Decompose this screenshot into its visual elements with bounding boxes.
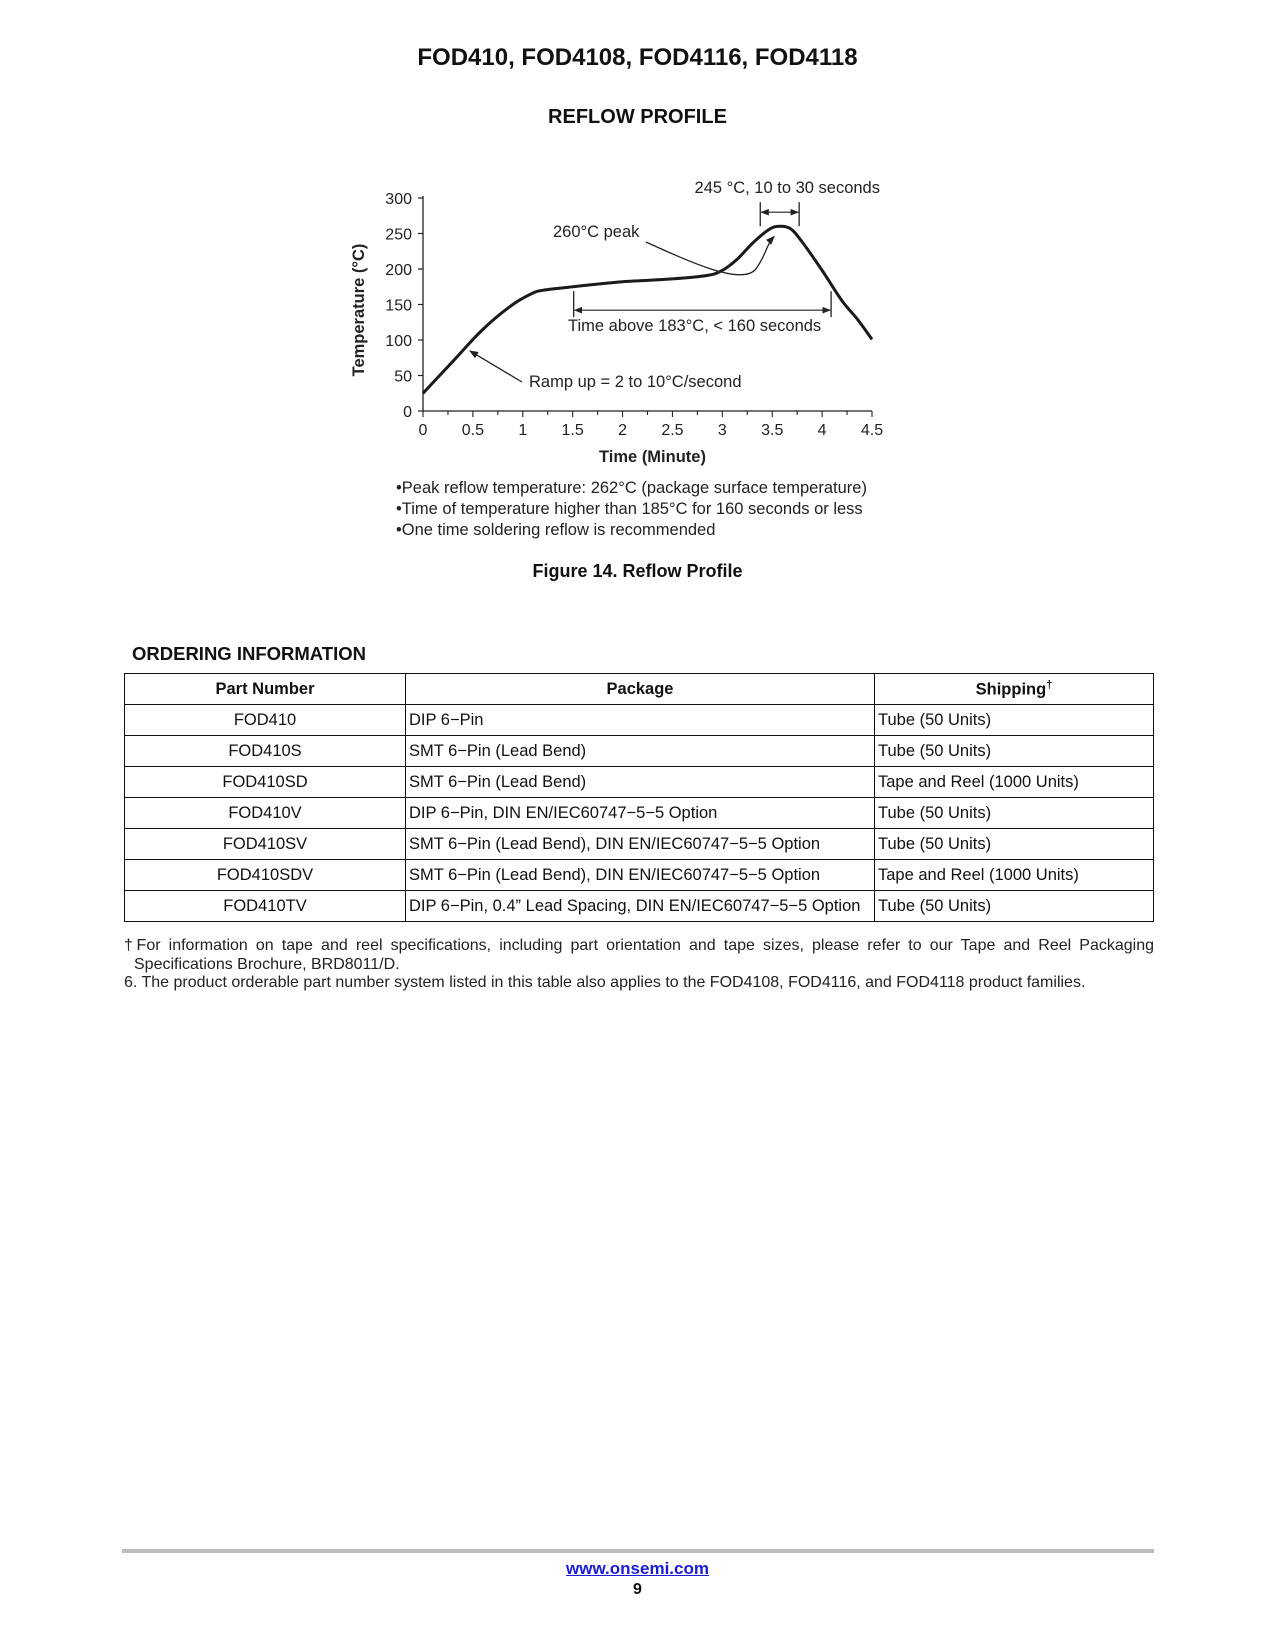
y-tick-label: 300: [385, 191, 412, 208]
x-tick-label: 2.5: [661, 422, 684, 439]
x-tick-label: 1.5: [561, 422, 584, 439]
part-number-cell: FOD410TV: [125, 891, 406, 922]
ramp-leader-arrow: [470, 351, 522, 382]
y-axis-label: Temperature (°C): [350, 243, 368, 377]
x-tick-label: 3.5: [761, 422, 784, 439]
column-header-package: Package: [406, 674, 875, 705]
package-cell: DIP 6−Pin, 0.4” Lead Spacing, DIN EN/IEC60747−5−5 Option: [406, 891, 875, 922]
page-number: 9: [633, 1581, 642, 1598]
ordering-table: [124, 673, 1154, 922]
package-cell: SMT 6−Pin (Lead Bend), DIN EN/IEC60747−5−5 Option: [406, 829, 875, 860]
table-row: [125, 736, 1154, 767]
package-cell: DIP 6−Pin, DIN EN/IEC60747−5−5 Option: [406, 798, 875, 829]
package-cell: DIP 6−Pin: [406, 705, 875, 736]
figure-caption: Figure 14. Reflow Profile: [532, 561, 743, 581]
part-number-cell: FOD410V: [125, 798, 406, 829]
shipping-cell: Tape and Reel (1000 Units): [875, 860, 1154, 891]
document-title: FOD410, FOD4108, FOD4116, FOD4118: [417, 44, 858, 71]
website-link[interactable]: www.onsemi.com: [566, 1559, 709, 1578]
y-tick-label: 200: [385, 262, 412, 279]
y-tick-label: 250: [385, 226, 412, 244]
x-tick-label: 4: [817, 422, 827, 439]
x-tick-label: 2: [618, 422, 628, 439]
table-row: [125, 798, 1154, 829]
package-cell: SMT 6−Pin (Lead Bend): [406, 767, 875, 798]
y-tick-label: 0: [403, 404, 412, 421]
table-row: [125, 891, 1154, 922]
shipping-cell: Tube (50 Units): [875, 736, 1154, 767]
table-header-row: [125, 674, 1154, 705]
x-axis-label: Time (Minute): [599, 448, 706, 466]
part-number-cell: FOD410S: [125, 736, 406, 767]
annotation-dwell-label: 245 °C, 10 to 30 seconds: [694, 179, 880, 197]
shipping-cell: Tube (50 Units): [875, 798, 1154, 829]
footnote-6: 6. The product orderable part number system listed in this table also applies to the FOD4108, FOD4116, and FOD4118 product families.: [124, 974, 1086, 991]
x-tick-label: 0.5: [461, 422, 485, 439]
chart-notes: [396, 478, 916, 541]
package-cell: SMT 6−Pin (Lead Bend): [406, 736, 875, 767]
shipping-cell: Tube (50 Units): [875, 891, 1154, 922]
y-tick-label: 50: [394, 368, 412, 386]
y-tick-label: 100: [385, 333, 412, 350]
dagger-footnote: †For information on tape and reel specifications, including part orientation and tape sizes, please refer to our Tape and Reel Packaging Specifications Brochure, BRD8011/D.: [124, 937, 1154, 973]
package-cell: SMT 6−Pin (Lead Bend), DIN EN/IEC60747−5−5 Option: [406, 860, 875, 891]
chart-note: •One time soldering reflow is recommended: [396, 521, 716, 539]
footer-divider: [122, 1549, 1154, 1553]
chart-note: •Time of temperature higher than 185°C for 160 seconds or less: [396, 500, 863, 518]
ordering-heading: ORDERING INFORMATION: [132, 643, 366, 664]
annotation-ramp-label: Ramp up = 2 to 10°C/second: [529, 373, 742, 391]
table-row: [125, 860, 1154, 891]
annotation-time-above-label: Time above 183°C, < 160 seconds: [568, 317, 822, 335]
chart-note: •Peak reflow temperature: 262°C (package surface temperature): [396, 479, 867, 497]
footnotes: [124, 937, 1154, 993]
y-tick-label: 150: [385, 297, 412, 315]
table-row: [125, 767, 1154, 798]
x-tick-label: 1: [518, 422, 528, 439]
x-tick-label: 4.5: [860, 422, 884, 439]
annotation-peak-label: 260°C peak: [553, 223, 640, 241]
table-row: [125, 705, 1154, 736]
column-header-shipping: Shipping†: [875, 674, 1154, 705]
column-header-part-number: Part Number: [125, 674, 406, 705]
x-tick-label: 3: [717, 422, 727, 439]
x-tick-label: 0: [418, 422, 428, 439]
reflow-profile-chart: [0, 0, 1275, 480]
shipping-cell: Tube (50 Units): [875, 705, 1154, 736]
table-row: [125, 829, 1154, 860]
shipping-cell: Tube (50 Units): [875, 829, 1154, 860]
part-number-cell: FOD410: [125, 705, 406, 736]
part-number-cell: FOD410SDV: [125, 860, 406, 891]
dagger-mark: †: [1046, 678, 1053, 691]
shipping-cell: Tape and Reel (1000 Units): [875, 767, 1154, 798]
part-number-cell: FOD410SD: [125, 767, 406, 798]
section-title: REFLOW PROFILE: [548, 106, 727, 128]
part-number-cell: FOD410SV: [125, 829, 406, 860]
